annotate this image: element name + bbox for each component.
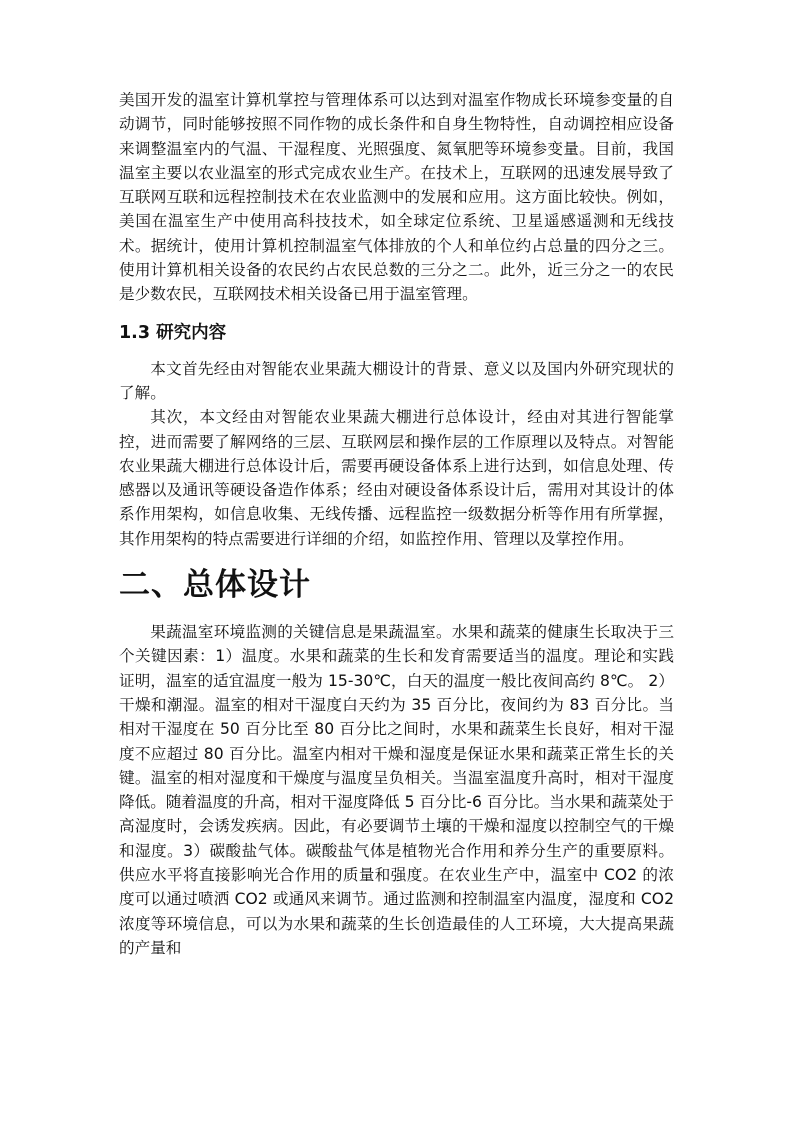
paragraph-research-intro: 本文首先经由对智能农业果蔬大棚设计的背景、意义以及国内外研究现状的了解。 xyxy=(119,359,674,402)
paragraph-research-detail: 其次，本文经由对智能农业果蔬大棚进行总体设计，经由对其进行智能掌控，进而需要了解网络的三层、互联网层和操作层的工作原理以及特点。对智能农业果蔬大棚进行总体设计后，需要再硬设备体系上进行达到，如信息处理、传感器以及通讯等硬设备造作体系；经由对硬设备体系设计后，需用对其设计的体系作用架构，如信息收集、无线传播、远程监控一级数据分析等作用有所掌握，其作用架构的特点需要进行详细的介绍，如监控作用、管理以及掌控作用。 xyxy=(119,408,674,548)
paragraph-us-greenhouse-control: 美国开发的温室计算机掌控与管理体系可以达到对温室作物成长环境参变量的自动调节，同时能够按照不同作物的成长条件和自身生物特性，自动调控相应设备来调整温室内的气温、干湿程度、光照强度、氮氧肥等环境参变量。目前，我国温室主要以农业温室的形式完成农业生产。在技术上，互联网的迅速发展导致了互联网互联和远程控制技术在农业监测中的发展和应用。这方面比较快。例如，美国在温室生产中使用高科技技术，如全球定位系统、卫星遥感遥测和无线技术。据统计，使用计算机控制温室气体排放的个人和单位约占总量的四分之三。使用计算机相关设备的农民约占农民总数的三分之二。此外，近三分之一的农民是少数农民，互联网技术相关设备已用于温室管理。 xyxy=(119,91,674,304)
document-page xyxy=(119,88,674,960)
paragraph-environment-factors: 果蔬温室环境监测的关键信息是果蔬温室。水果和蔬菜的健康生长取决于三个关键因素：1）温度。水果和蔬菜的生长和发育需要适当的温度。理论和实践证明，温室的适宜温度一般为 15-30℃，白天的温度一般比夜间高约 8℃。 2）干燥和潮湿。温室的相对干湿度白天约为 35 百分比，夜间约为 83 百分比。当相对干湿度在 50 百分比至 80 百分比之间时，水果和蔬菜生长良好，相对干湿度不应超过 80 百分比。温室内相对干燥和湿度是保证水果和蔬菜正常生长的关键。温室的相对湿度和干燥度与温度呈负相关。当温室温度升高时，相对干湿度降低。随着温度的升高，相对干湿度降低 5 百分比-6 百分比。当水果和蔬菜处于高湿度时，会诱发疾病。因此，有必要调节土壤的干燥和湿度以控制空气的干燥和湿度。3）碳酸盐气体。碳酸盐气体是植物光合作用和养分生产的重要原料。供应水平将直接影响光合作用的质量和强度。在农业生产中，温室中 CO2 的浓度可以通过喷洒 CO2 或通风来调节。通过监测和控制温室内温度，湿度和 CO2 浓度等环境信息，可以为水果和蔬菜的生长创造最佳的人工环境，大大提高果蔬的产量和 xyxy=(119,623,674,957)
section-heading-research-content: 1.3 研究内容 xyxy=(119,322,227,343)
chapter-heading-overall-design: 二、总体设计 xyxy=(119,567,311,604)
